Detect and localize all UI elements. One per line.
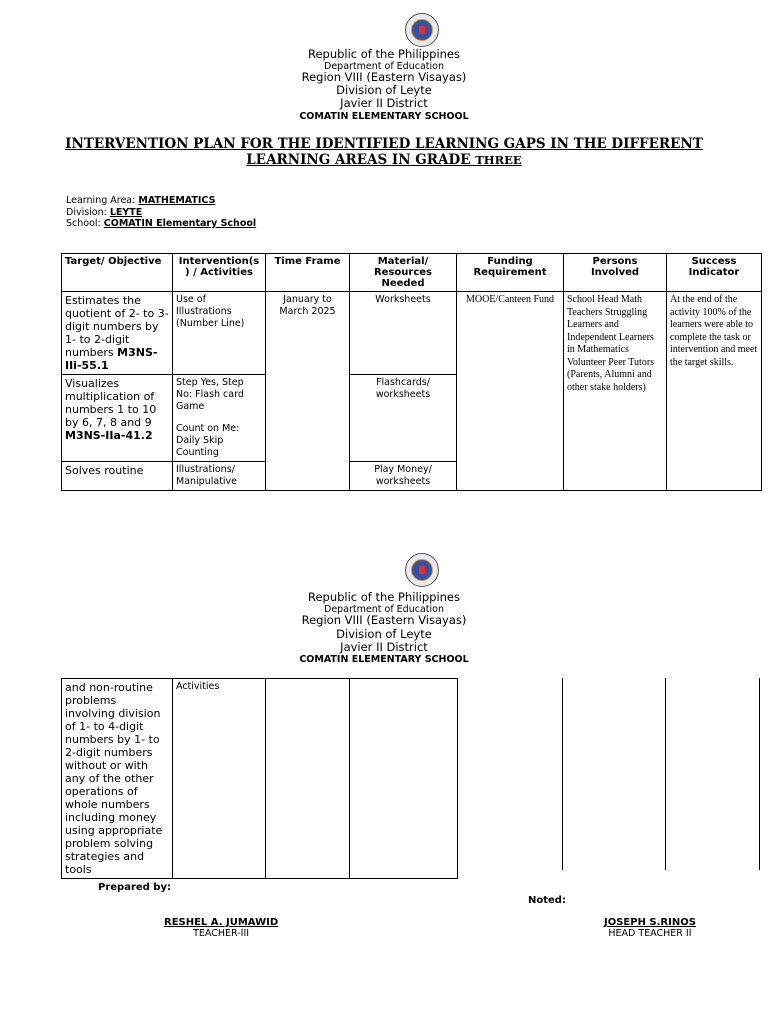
noter-name: JOSEPH S.RINOS: [604, 917, 696, 928]
header-division: Division of Leyte: [336, 83, 432, 97]
table-row: [62, 292, 762, 375]
learning-area-line: Learning Area: MATHEMATICS: [66, 195, 216, 206]
success-cell: At the end of the activity 100% of the learners were able to complete the task or intervention and meet the target skills.: [667, 292, 762, 491]
division-line: Division: LEYTE: [66, 206, 143, 218]
header-school: COMATIN ELEMENTARY SCHOOL: [299, 111, 469, 122]
header-time-frame: Time Frame: [266, 254, 350, 292]
header-materials: Material/ Resources Needed: [350, 254, 457, 292]
header-district: Javier II District: [340, 96, 428, 110]
deped-seal-icon: [405, 13, 439, 47]
time-frame-cell: January to March 2025: [266, 292, 350, 491]
preparer-title: TEACHER-III: [193, 928, 250, 939]
preparer-signature: [164, 917, 278, 939]
learning-area-value: MATHEMATICS: [138, 195, 216, 206]
header-school-2: COMATIN ELEMENTARY SCHOOL: [299, 654, 469, 665]
plan-title-line2: LEARNING AREAS IN GRADE THREE: [246, 152, 522, 168]
noter-signature: [604, 917, 696, 939]
column-divider: [759, 678, 760, 870]
competency-code: M3NS-IIi-55.1: [65, 346, 158, 372]
material-cell: [350, 679, 458, 879]
header-region: Region VIII (Eastern Visayas): [301, 70, 467, 84]
school-line: School: COMATIN Elementary School: [66, 218, 257, 229]
intervention-cell: Illustrations/ Manipulative: [173, 462, 266, 491]
intervention-table: [61, 253, 762, 491]
time-frame-cell: [266, 679, 350, 879]
plan-title: [60, 136, 708, 168]
grade-level: THREE: [475, 153, 522, 167]
header-department: Department of Education: [324, 61, 444, 72]
table-row: [62, 679, 458, 879]
header-republic: Republic of the Philippines: [307, 47, 461, 61]
table-header-row: [62, 254, 762, 292]
objective-cell: and non-routine problems involving division of 1- to 4-digit numbers by 1- to 2-digit numbers without or with any of the other operations of whole numbers including money using appropriate problem solving strategies and tools: [62, 679, 173, 879]
header-persons: Persons Involved: [564, 254, 667, 292]
prepared-by-label: Prepared by:: [98, 882, 171, 893]
header-division-2: Division of Leyte: [336, 627, 432, 641]
deped-seal-icon: [405, 553, 439, 587]
noter-title: HEAD TEACHER II: [608, 928, 692, 939]
header-district-2: Javier II District: [340, 640, 428, 654]
school-value: COMATIN Elementary School: [103, 218, 257, 229]
objective-cell: Solves routine: [62, 462, 173, 491]
intervention-table-continued: [61, 678, 458, 879]
intervention-cell: Use of Illustrations (Number Line): [173, 292, 266, 375]
material-cell: Play Money/ worksheets: [350, 462, 457, 491]
persons-cell: School Head Math Teachers Struggling Learners and Independent Learners in Mathematics Volunteer Peer Tutors (Parents, Alumni and other stake holders): [564, 292, 667, 491]
column-divider: [665, 678, 666, 870]
header-funding: Funding Requirement: [457, 254, 564, 292]
plan-meta: [66, 195, 256, 230]
objective-cell: Visualizes multiplication of numbers 1 to 10 by 6, 7, 8 and 9 M3NS-IIa-41.2: [62, 375, 173, 462]
funding-cell: MOOE/Canteen Fund: [457, 292, 564, 491]
header-success: Success Indicator: [667, 254, 762, 292]
plan-title-line1: INTERVENTION PLAN FOR THE IDENTIFIED LEARNING GAPS IN THE DIFFERENT: [65, 136, 703, 152]
header-republic-2: Republic of the Philippines: [307, 590, 461, 604]
column-divider: [562, 678, 563, 870]
header-target-objective: Target/ Objective: [62, 254, 173, 292]
header-department-2: Department of Education: [324, 604, 444, 615]
intervention-cell: Activities: [173, 679, 266, 879]
header-region-2: Region VIII (Eastern Visayas): [301, 613, 467, 627]
competency-code: M3NS-IIa-41.2: [65, 429, 153, 442]
objective-cell: Estimates the quotient of 2- to 3-digit numbers by 1- to 2-digit numbers M3NS-IIi-55.1: [62, 292, 173, 375]
material-cell: Flashcards/ worksheets: [350, 375, 457, 462]
preparer-name: RESHEL A. JUMAWID: [164, 917, 279, 928]
division-value: LEYTE: [109, 206, 143, 218]
header-interventions: Intervention(s ) / Activities: [173, 254, 266, 292]
noted-label: Noted:: [528, 895, 566, 906]
material-cell: Worksheets: [350, 292, 457, 375]
intervention-cell: Step Yes, Step No: Flash card Game Count on Me: Daily Skip Counting: [173, 375, 266, 462]
